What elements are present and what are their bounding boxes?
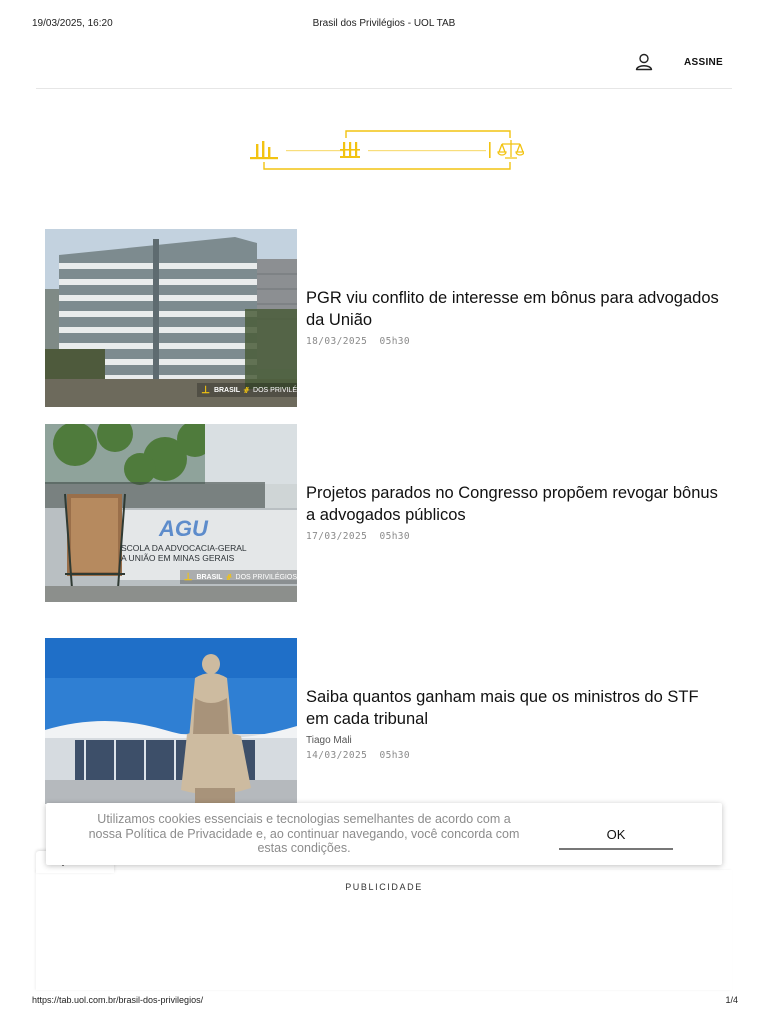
article-text: [306, 686, 726, 761]
article-date: 14/03/2025: [306, 750, 368, 761]
article-author[interactable]: Tiago Mali: [306, 735, 352, 746]
article-time: 05h30: [379, 336, 411, 347]
article-meta: [306, 336, 726, 347]
ad-label: PUBLICIDADE: [345, 882, 423, 892]
print-datetime: 19/03/2025, 16:20: [32, 18, 113, 29]
article-card[interactable]: [45, 424, 730, 604]
article-time: 05h30: [379, 531, 411, 542]
ad-area: [36, 870, 732, 990]
print-page-number: 1/4: [725, 995, 738, 1005]
brand-badge: ⊥ BRASIL ᚌ DOS PRIVILÉGIOS: [180, 570, 297, 584]
article-time: 05h30: [379, 750, 411, 761]
cookie-banner: [46, 803, 722, 865]
article-meta: [306, 531, 726, 542]
site-header: [36, 48, 732, 89]
cookie-message: Utilizamos cookies essenciais e tecnologias semelhantes de acordo com a nossa Política de Privacidade e, ao continuar navegando, você concorda com estas condições.: [88, 812, 520, 855]
article-date: 17/03/2025: [306, 531, 368, 542]
brasil-dos-privilegios-logo[interactable]: [248, 128, 524, 174]
article-image[interactable]: [45, 638, 297, 804]
brand-badge: ⊥ BRASIL ᚌ DOS PRIVILÉ: [197, 383, 297, 397]
user-icon[interactable]: [634, 52, 654, 72]
article-card[interactable]: [45, 638, 730, 818]
article-card[interactable]: [45, 229, 730, 409]
print-page-title: Brasil dos Privilégios - UOL TAB: [312, 18, 456, 29]
article-headline[interactable]: Projetos parados no Congresso propõem revogar bônus a advogados públicos: [306, 484, 718, 524]
cookie-ok-button[interactable]: OK: [559, 820, 673, 850]
print-header: [0, 18, 768, 30]
article-text: [306, 287, 726, 347]
article-image[interactable]: [45, 424, 297, 602]
article-text: [306, 482, 726, 542]
article-image[interactable]: [45, 229, 297, 407]
agu-logo: AGU: [159, 516, 208, 541]
sign-text: SCOLA DA ADVOCACIA-GERAL A UNIÃO EM MINAS GERAIS: [121, 543, 247, 563]
subscribe-link[interactable]: ASSINE: [684, 57, 724, 68]
article-headline[interactable]: Saiba quantos ganham mais que os ministros do STF em cada tribunal: [306, 688, 699, 728]
article-headline[interactable]: PGR viu conflito de interesse em bônus para advogados da União: [306, 289, 719, 329]
print-url: https://tab.uol.com.br/brasil-dos-privilegios/: [32, 995, 204, 1005]
article-date: 18/03/2025: [306, 336, 368, 347]
article-meta: [306, 750, 726, 761]
